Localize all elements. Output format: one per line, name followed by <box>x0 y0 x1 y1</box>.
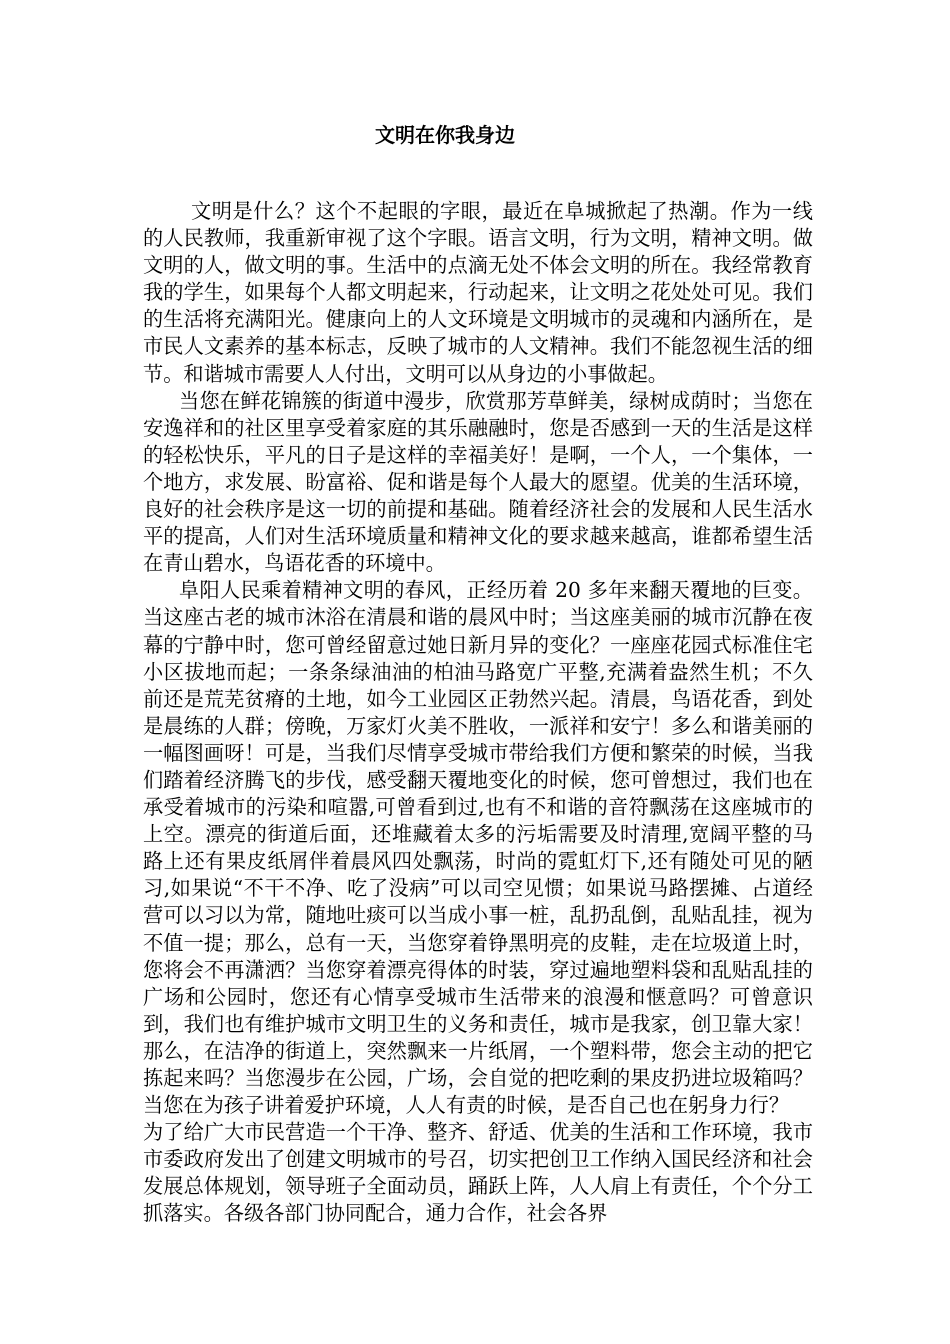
paragraph: 当您在鲜花锦簇的街道中漫步，欣赏那芳草鲜美，绿树成荫时；当您在安逸祥和的社区里享受着家庭的其乐融融时，您是否感到一天的生活是这样的轻松快乐，平凡的日子是这样的幸福美好！是啊，一个人，一个集体，一个地方，求发展、盼富裕、促和谐是每个人最大的愿望。优美的生活环境，良好的社会秩序是这一切的前提和基础。随着经济社会的发展和人民生活水平的提高，人们对生活环境质量和精神文化的要求越来越高，谁都希望生活在青山碧水，鸟语花香的环境中。 <box>143 388 813 576</box>
document-body <box>143 198 813 1228</box>
paragraph: 为了给广大市民营造一个干净、整齐、舒适、优美的生活和工作环境，我市市委政府发出了创建文明城市的号召，切实把创卫工作纳入国民经济和社会发展总体规划，领导班子全面动员，踊跃上阵，人人肩上有责任，个个分工抓落实。各级各部门协同配合，通力合作，社会各界 <box>143 1120 813 1226</box>
document-title: 文明在你我身边 <box>375 123 515 147</box>
paragraph: 文明是什么？这个不起眼的字眼，最近在阜城掀起了热潮。作为一线的人民教师，我重新审视了这个字眼。语言文明，行为文明，精神文明。做文明的人，做文明的事。生活中的点滴无处不体会文明的所在。我经常教育我的学生，如果每个人都文明起来，行动起来，让文明之花处处可见。我们的生活将充满阳光。健康向上的人文环境是文明城市的灵魂和内涵所在，是市民人文素养的基本标志，反映了城市的人文精神。我们不能忽视生活的细节。和谐城市需要人人付出，文明可以从身边的小事做起。 <box>143 199 813 386</box>
paragraph: 阜阳人民乘着精神文明的春风，正经历着 20 多年来翻天覆地的巨变。当这座古老的城市沐浴在清晨和谐的晨风中时；当这座美丽的城市沉静在夜幕的宁静中时，您可曾经留意过她日新月异的变化？一座座花园式标准住宅小区拔地而起；一条条绿油油的柏油马路宽广平整,充满着盎然生机；不久前还是荒芜贫瘠的土地，如今工业园区正勃然兴起。清晨，鸟语花香，到处是晨练的人群；傍晚，万家灯火美不胜收，一派祥和安宁！多么和谐美丽的一幅图画呀！可是，当我们尽情享受城市带给我们方便和繁荣的时候，当我们踏着经济腾飞的步伐，感受翻天覆地变化的时候，您可曾想过，我们也在承受着城市的污染和喧嚣,可曾看到过,也有不和谐的音符飘荡在这座城市的上空。漂亮的街道后面，还堆藏着太多的污垢需要及时清理,宽阔平整的马路上还有果皮纸屑伴着晨风四处飘荡，时尚的霓虹灯下,还有随处可见的陋习,如果说“不干不净、吃了没病”可以司空见惯；如果说马路摆摊、占道经营可以习以为常，随地吐痰可以当成小事一桩，乱扔乱倒，乱贴乱挂，视为不值一提；那么，总有一天，当您穿着铮黑明亮的皮鞋，走在垃圾道上时，您将会不再潇洒？当您穿着漂亮得体的时装，穿过遍地塑料袋和乱贴乱挂的广场和公园时，您还有心情享受城市生活带来的浪漫和惬意吗？可曾意识到，我们也有维护城市文明卫生的义务和责任，城市是我家，创卫靠大家！那么，在洁净的街道上，突然飘来一片纸屑，一个塑料带，您会主动的把它拣起来吗？当您漫步在公园，广场，会自觉的把吃剩的果皮扔进垃圾箱吗？当您在为孩子讲着爱护环境，人人有责的时候，是否自己也在躬身力行？ <box>143 578 813 1118</box>
